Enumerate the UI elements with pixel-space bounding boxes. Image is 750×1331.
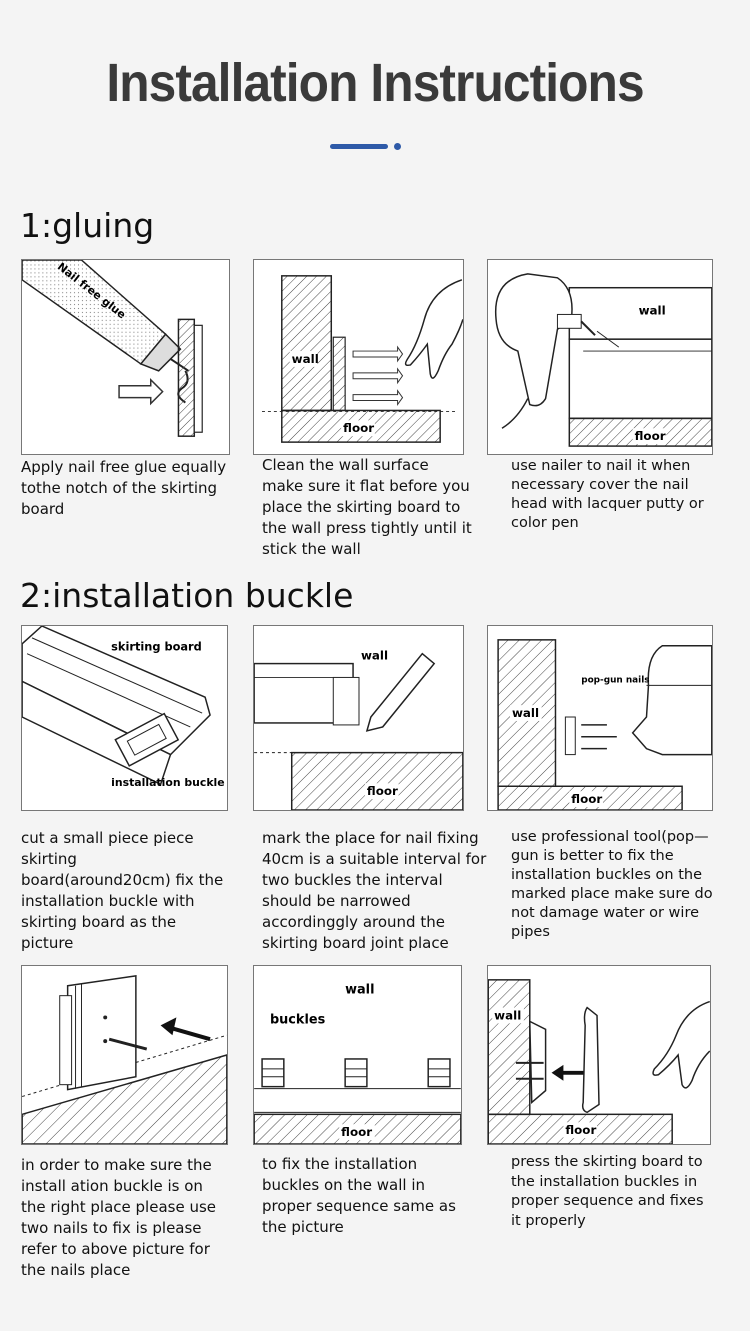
wall-label: wall (345, 982, 375, 998)
buckle-board-drawing (22, 626, 227, 810)
illustration-pop-gun (487, 625, 713, 811)
illustration-mark-place (253, 625, 464, 811)
illustration-nail-buckle (21, 965, 228, 1145)
mark-place-drawing (254, 626, 463, 810)
page-title: Installation Instructions (106, 53, 644, 113)
skirting-board-label: skirting board (111, 639, 202, 654)
section-title-installation-buckle: 2:installation buckle (20, 576, 354, 615)
pop-gun-drawing (488, 626, 712, 810)
installation-buckle-label: installation buckle (111, 776, 225, 790)
wall-label: wall (494, 1008, 522, 1023)
step-caption: Clean the wall surface make sure it flat before you place the skirting board to the wall press tightly until it stick the wall (262, 456, 472, 558)
pop-gun-nails-label: pop-gun nails (581, 675, 650, 686)
step-caption: in order to make sure the install ation buckle is on the right place please use two nails to fix is please refer to above picture for the nails place (21, 1156, 216, 1279)
illustration-nailer (487, 259, 713, 455)
fix-buckles-drawing (254, 966, 461, 1144)
title-underline-dot (394, 143, 401, 150)
illustration-clean-wall (253, 259, 464, 455)
buckle-icon (262, 1059, 284, 1087)
illustration-apply-glue (21, 259, 230, 455)
buckles-label: buckles (269, 1012, 326, 1028)
wall-label: wall (291, 351, 319, 366)
buckle-icon (345, 1059, 367, 1087)
step-caption: Apply nail free glue equally tothe notch of the skirting board (21, 458, 227, 518)
step-caption: use nailer to nail it when necessary cover the nail head with lacquer putty or color pen (511, 458, 704, 531)
floor-label: floor (341, 1125, 373, 1140)
nailer-drawing (488, 260, 712, 454)
step-caption: use professional tool(pop—gun is better to fix the installation buckles on the marked place make sure do not damage water or wire pipes (511, 829, 713, 940)
wall-label: wall (638, 303, 666, 318)
press-board-drawing (488, 966, 710, 1144)
illustration-buckle-board (21, 625, 228, 811)
section-title-gluing: 1:gluing (20, 206, 155, 245)
step-caption: press the skirting board to the installation buckles in proper sequence and fixes it properly (511, 1154, 704, 1229)
illustration-fix-buckles (253, 965, 462, 1145)
glue-tube-drawing (22, 260, 229, 454)
floor-label: floor (565, 1123, 597, 1138)
nail-buckle-drawing (22, 966, 227, 1144)
title-underline (330, 144, 388, 149)
step-caption: mark the place for nail fixing 40cm is a suitable interval for two buckles the interval should be narrowed accordinggly around the skirting board joint place (262, 829, 487, 952)
wall-label: wall (360, 648, 389, 663)
floor-label: floor (343, 421, 375, 436)
step-caption: to fix the installation buckles on the wall in proper sequence same as the picture (262, 1155, 456, 1236)
floor-label: floor (366, 784, 398, 799)
glue-tube-label: Nail free glue (54, 260, 129, 322)
floor-label: floor (571, 792, 603, 807)
floor-label: floor (634, 429, 666, 444)
step-caption: cut a small piece piece skirting board(around20cm) fix the installation buckle with skirting board as the picture (21, 829, 224, 952)
illustration-press-board (487, 965, 711, 1145)
wall-label: wall (511, 706, 540, 721)
wall-press-drawing (254, 260, 463, 454)
buckle-icon (428, 1059, 450, 1087)
